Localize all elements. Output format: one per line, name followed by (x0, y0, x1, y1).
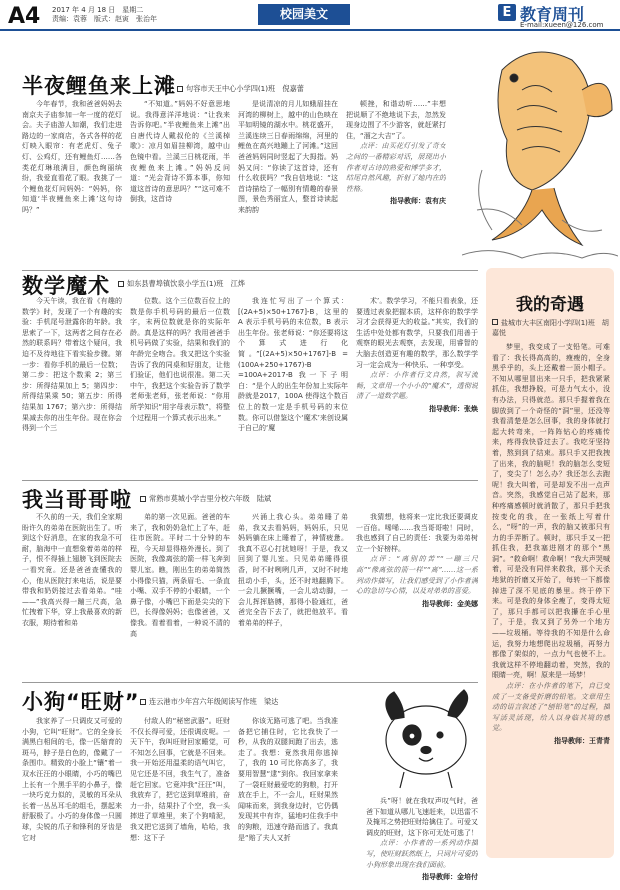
article4-col1: 我家养了一只调皮又可爱的小狗，它叫“旺财”。它的全身长满黑白相间的毛，像一匹缩育的斑马，脖子是白色的，像戴了一条围巾。精致的小脸上“镶”着一双水汪汪的小眼睛，小巧的嘴巴上长有一个黑手平的小鼻子，像一块巧克力似的，灵敏的耳朵从长着一丛丛耳毛的组毛，摆起来舒服极了。小巧的身体像一只圆球，尖锐的爪子和锋利的牙齿是它对 (22, 717, 122, 842)
logo-name: 教育周刊 (520, 5, 585, 24)
article1-comment: 点评：由买花灯引发了奇女之间的一番精彩对话，展现出小作者对古诗的熟爱和博学多才，结尾自然风趣，折射了她内在的性格。 (346, 142, 446, 193)
article4-byline: 连云港市少年宫六年级阅读写作班 梁达 (140, 697, 278, 707)
page-number: A4 (8, 4, 41, 29)
article4-title: 小狗“旺财” (22, 690, 140, 714)
article1-tutor: 指导教师：袁有庆 (390, 197, 446, 206)
column-title: 校园美文 (258, 4, 350, 25)
logo-icon: E (498, 4, 516, 21)
article3-col3: 兴涌上我心头。弟弟睡了弟弟，我又去看妈妈，妈妈乐，只见妈妈躺在床上睡着了，神情疲惫。我真不忍心打扰她呀！于是，我又回到了婴儿室。只见弟弟睡得很香，时不时咧咧几声，又时不时地扭动小手，头，还不时地翻腾下。一会儿撅撅嘴，一会儿动动脚，一会儿挥挥胳膊，那得小脸通红，爸爸完全告下去了，就把他放平。看着弟弟的样子， (238, 513, 348, 627)
article2-comment: 点评：小作者行文自然，叙写流畅，文章用一个小小的“魔术”，透彻说清了一道数学题。 (356, 371, 478, 401)
square-icon (492, 319, 498, 325)
article3-col4: 我猜想，他将来一定比我还要调皮一百倍。唏唏……我当哥哥啦！同时，我也感到了自己的责任：我要为弟弟树立一个好榜样。 点评：“离别的苦”“一蹦三尺高”“像离弦的箭一样”“离”……这一系列动作描写，让我们感受到了小作者满心的急切与心情，以及对弟弟的喜爱。 指导教师：金美娜 (356, 513, 478, 608)
article3-title: 我当哥哥啦 (22, 488, 132, 512)
logo-email: E-mail:xueen@126.com (520, 21, 604, 29)
article3-byline: 常熟市莫城小学吉里分校六年级 陆斌 (140, 494, 271, 504)
article1-col1: 今年春节，我和爸爸妈妈去南京夫子庙参加一年一度的花灯会。夫子庙游人如潮，我们走进路边的一家商店，各式各样的花灯映入眼帘：有老虎灯、兔子灯、公鸡灯，还有鲤鱼灯……各类花灯琳琅满目，颜色绚丽缤纷，我爱直看花了眼。我挑了一个鲤鱼花灯问妈妈：“妈妈，你知道‘半夜鲤鱼来上滩’这句诗吗？” (22, 100, 122, 214)
article5-tutor: 指导教师：王青青 (554, 736, 610, 745)
article3-tutor: 指导教师：金美娜 (422, 599, 478, 608)
article3-comment: 点评：“离别的苦”“一蹦三尺高”“像离弦的箭一样”“离”……这一系列动作描写，让我们感受到了小作者满心的急切与心情，以及对弟弟的喜爱。 (356, 555, 478, 596)
page-meta (52, 6, 157, 24)
article5-byline: 盐城市大丰区南阳小学四(1)班 胡嘉悦 (492, 319, 609, 337)
square-icon (177, 86, 183, 92)
article5-comment: 点评：在小作者的笔下，自已变成了一支备受折磨的铅笔。文章用生动的语言叙述了“刨铅笔”的过程，描写活灵活现，给人以身临其境的感觉。 (492, 682, 610, 733)
article1-col3: 是说清凉的月儿如蛾眉挂在河湾的柳树上，越中的山色映在平如明镜的湖水中。桃花盛开，兰溪连续三日春雨绵绵，河里的鲤鱼在高兴地蹦上了河滩。”这回爸爸妈妈同时竖起了大拇指。妈妈又问：“你读了这首诗，还有什么收获吗？”我自信地说：“这首诗描绘了一幅别有情趣的春景图，景色秀丽宜人，整首诗读起来韵韵 (238, 100, 338, 214)
article2-col3: 我连忙写出了一个算式：[(2A+5)×50+1767]-B，这里的 A 表示手机号码的末位数，B 表示出生年份。张老师说：“你还要将这个算式进行化简。”[(2A+5)×50+1767]-B =(100A+250+1767)-B =100A+2017-B 我一下子明白：“是个人的出生年份加上实际年龄就是2017，100A 使得这个数百位上的数一定是手机号码的末位数。你可以借鉴这个‘魔术’来创设属于自己的‘魔 (238, 297, 348, 433)
editors-line: 责编：袁蓉 版式：赵寅 张治年 (52, 15, 157, 23)
square-icon (140, 496, 146, 502)
date-line: 2017 年 4 月 18 日 星期二 (52, 6, 144, 14)
article3-col1: 不久前的一天，我们全家期盼许久的弟弟在医院出生了。听到这个好消息，在家的我急不可耐，脑海中一直想象着弟弟的样子，恨不得插上翅膀飞到医院去一看究竟。还是爸爸查懂我的心，他从医院打来电话，说是要带我和奶奶接过去看弟弟。“哇——”我高兴得一蹦三尺高，急忙拽着下华，穿上我最喜欢的新衣服，期待着和弟 (22, 513, 122, 627)
divider (22, 480, 478, 481)
article4-comment: 点评：小作者的一系列动作描写，使旺财跃然纸上，只词片可爱的小狗形象出现在我们面前。 (366, 839, 478, 869)
square-icon (118, 281, 124, 287)
article4-col2: 付敌人的“秘密武器”。旺财不仅长得可爱，还很调皮呢。一天下午，我叫旺财回家睡觉，可不知怎么回事，它就是不回来。我一开始还用温柔的语气叫它，见它还是不回，我生气了，准备赶它回家。它竟冲我“汪汪”叫，我放弃了，把它送到草堆前，奋力一扑，结果扑了个空，我一头摔进了草堆里，来了个狗啃泥，我又把它送到了墙角，哈哈，我想：这下子 (130, 717, 230, 842)
article1-col2: “不知道。”妈妈不好意思地说。我得意洋洋地说：“让我来告诉你吧。”半夜鲤鱼来上滩”出自唐代诗人戴叔伦的《兰溪棹歌》：凉月如眉挂柳湾，越中山色镜中看。兰溪三日桃花雨，半夜鲤鱼来上滩。”妈妈反问道：“光会背诗不算本事，你知道这首诗的意思吗？”“这可难不倒我，这首诗 (130, 100, 230, 204)
article4-tutor: 指导教师：金培付 (422, 873, 478, 882)
article2-col1: 今天午读，我在看《有趣的数学》时，发现了一个有趣的实验：手机尾号泄露你的年龄。我思索了一下，这两者之间存在必然的联系吗？带着这个疑问，我迫不及待地往下看实验步骤。第一步：看你手机的最后一位数；第二步：把这个数乘 2；第三步：所得结果加上 5；第四步：所得结果乘 50；第五步：所得结果加 1767；第六步：所得结果减去你的出生年份。现在你会得到一个三 (22, 297, 122, 433)
article4-col4: 兵”呀！就在我叹声叹气时，爸爸下如道从哪儿飞速赶来，以迅雷不及掩耳之势把旺财给擒住了。可爱又调皮的旺财，这下你可无处可逃了！ 点评：小作者的一系列动作描写，使旺财跃然纸上，只词片可爱的小狗形象出现在我们面前。 指导教师：金培付 (366, 797, 478, 882)
article2-title: 数学魔术 (22, 274, 110, 298)
square-icon (140, 699, 146, 705)
article2-col4: 术’。数学学习，不能只看表象，还要透过表象把握本质，这样你的数学学习才会获得更大的收益。”其实，我们的生活中处处都有数学，只要我们用善于观察的眼光去观察，去发现，用睿智的大脑去创造更有趣的数学，那么数学学习一定会成为一种快乐、一种享受。 点评：小作者行文自然，叙写流畅，文章用一个小小的“魔术”，透彻说清了一道数学题。 指导教师：张焕 (356, 297, 478, 413)
dog-illustration (364, 680, 484, 795)
article4-col3: 你该无路可逃了吧。当我准备把它捕住时，它比我快了一秒，从我的双腿间跑了出去，逃走了。我想：竟然我用你逃掉了，我的 10 可比你高多了，我要用智慧“逮”到你。我回家拿来了一袋旺财最爱吃的狗粮，打开放在手上，不一会儿，旺财果然闻味而来，到我身边时，它仍偶发现其中有诈，猛地叼住我手中的狗粮，迅速夺路而逃了。我真是“赔了夫人又折 (238, 717, 338, 842)
article5-title: 我的奇遇 (516, 295, 584, 315)
article2-byline: 如东县曹埠镇饮泉小学五(1)班 江烨 (118, 279, 245, 289)
article2-col2: 位数。这个三位数百位上的数是你手机号码的最后一位数字，末两位数就是你的实际年龄。真是这样的吗？我用爸爸手机号码做了实验，结果和我们的年龄完全吻合。我又把这个实验告诉了我的同桌和好朋友，让他们验证，他们也说很准。第二天中午，我把这个实验告诉了数学老师张老师，张老师说：“你用所学知识“用字母表示数”，将整个过程用一个算式表示出来。” (130, 297, 230, 422)
article5-body: 梦里，我变成了一支铅笔。可难看了：我长得高高的，瘦瘦的，全身黑乎乎的，头上还戴着一顶小帽子。不知从哪里冒出来一只手，把我紧紧抓住，我想挣脱，可是力气太小，没有办法，只得就范。那只手握着我在脚放到了一个奇怪的“洞”里，还没等我看清楚是怎么回事，我的身体就打起大转弯来，一阵阵钻心的疼痛传来，疼得我快昏过去了。我吃牙坚持着，熬到到了结束。那只手又把我拽了出来，我的脑呢！我的脑怎么变短了，变尖了！怎么办？我还怎么去跑呢！我大叫着，可是却发不出一点声音。突然，我感觉自己站了起来，那种疼痛感顿时就消散了，那只手把我按变化的我，在一张纸上写着什么，“呀”的一声，我的脑又被那只有力的手弄断了。顿时，那只手又一把抓住我，把我塞进刚才的那个“黑洞”。“救命啊！救命啊！”我大声哭喊着，可是没有同伴来救我，那个天杀地狱的折磨又开始了，每转一下都像掉进了深不见底的暴里。终于停下来。可是我的身体全瘦了，变得太短了，那只手都可以把我攥在手心里了，于是，我又到了另外一个地方——垃圾桶。等待我的不知是什么命运，我努力地想爬出垃圾桶，再努力都像了架似的，一点力气也使不上。我就这样不停地翻动着，突然，我的眼睛一亮，啊！原来是一场梦！ 点评：在小作者的笔下，自已变成了一支备受折磨的铅笔。文章用生动的语言叙述了“刨铅笔”的过程，描写活灵活现，给人以身临其境的感觉。 指导教师：王青青 (492, 343, 610, 745)
carp-illustration (462, 30, 618, 266)
article1-col4: 顿挫，和谐动听……”丰想把说顺了不绝地说下去，忽然发现身边围了不少游客，就赶紧打住，“溜之大吉”了。 点评：由买花灯引发了奇女之间的一番精彩对话，展现出小作者对古诗的熟爱和博学多才，结尾自然风趣，折射了她内在的性格。 指导教师：袁有庆 (346, 100, 446, 206)
article1-title: 半夜鲤鱼来上滩 (22, 74, 176, 98)
article2-tutor: 指导教师：张焕 (429, 404, 478, 413)
article1-byline: 句容市天王中心小学四(1)班 倪嘉蕾 (177, 84, 304, 94)
article3-col2: 弟的第一次见面。爸爸的车来了，我和奶奶急忙上了车，赶往市医院。平时二十分钟的车程，今天却显得格外漫长。到了医院，我像离弦的箭一样飞奔到婴儿室。瞧，刚出生的弟弟简然小得像只猫，两条眉毛、一条直小嘴、双手不停的小眼睛，一个鼻子像，小嘴巴下面是尖尖的下巴，长得像妈妈；也像爸爸，又像我。看着看着，一种说不清的高 (130, 513, 230, 638)
